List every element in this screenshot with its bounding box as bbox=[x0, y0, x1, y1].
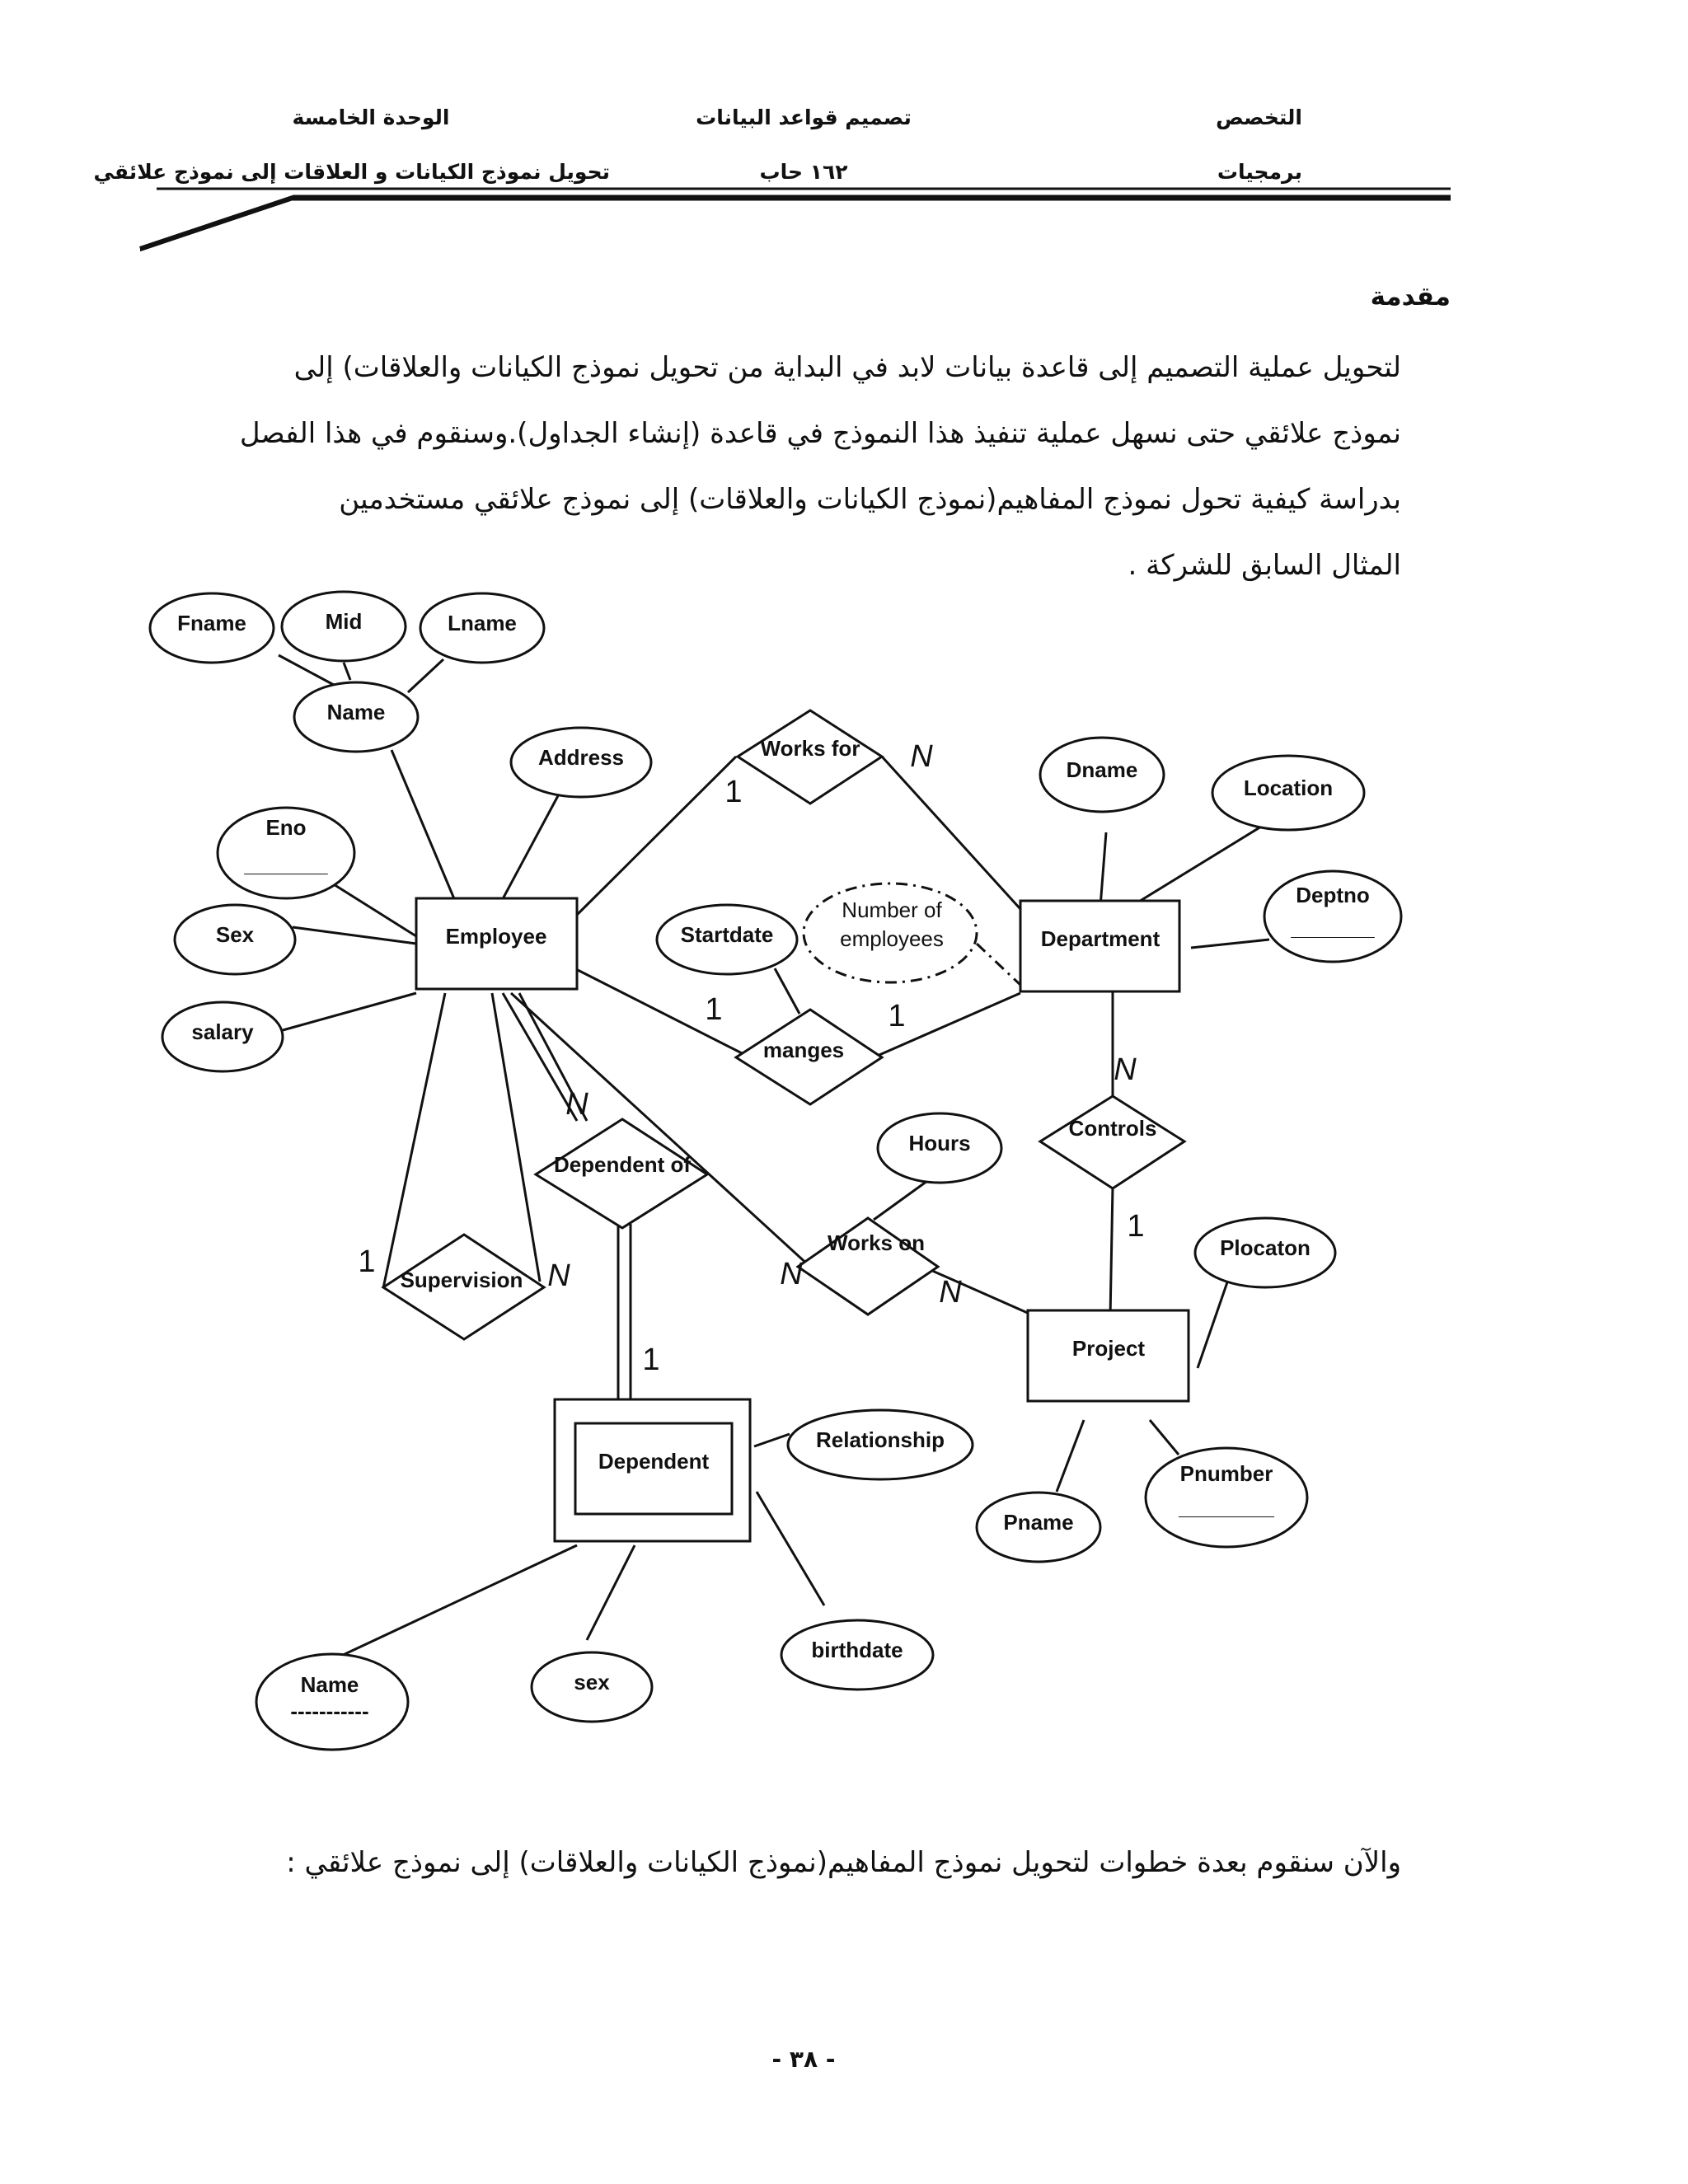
line-depsex-dependent bbox=[587, 1545, 635, 1640]
entity-dependent-label: Dependent bbox=[598, 1449, 710, 1474]
line-depname-dependent bbox=[340, 1545, 577, 1657]
attr-startdate-label: Startdate bbox=[680, 922, 774, 947]
attr-eno-key: _______ bbox=[244, 852, 328, 877]
rel-dependentof-label: Dependent of bbox=[553, 1152, 692, 1177]
header-specialty-title: التخصص bbox=[1216, 105, 1302, 129]
closing-sentence: والآن سنقوم بعدة خطوات لتحويل نموذج المفاهيم(نموذج الكيانات والعلاقات) إلى نموذج علائقي : bbox=[286, 1846, 1401, 1879]
rel-supervision-label: Supervision bbox=[400, 1268, 523, 1292]
attr-salary-label: salary bbox=[191, 1019, 254, 1044]
line-plocaton-project bbox=[1198, 1280, 1228, 1368]
line-salary-employee bbox=[283, 993, 416, 1030]
attr-location-label: Location bbox=[1243, 776, 1334, 800]
line-employee-manges bbox=[574, 968, 750, 1057]
intro-line-2: نموذج علائقي حتى نسهل عملية تنفيذ هذا النموذج في قاعدة (إنشاء الجداول).وسنقوم في هذا الفصل bbox=[239, 417, 1401, 450]
line-location-department bbox=[1131, 827, 1261, 907]
line-address-employee bbox=[499, 791, 560, 907]
attr-depsex-label: sex bbox=[574, 1670, 610, 1694]
card-controls-proj: 1 bbox=[1127, 1209, 1145, 1244]
card-dependentof-dep: 1 bbox=[642, 1343, 660, 1377]
line-hours-workson bbox=[874, 1181, 927, 1220]
attr-numemp-label-1: Number of bbox=[842, 898, 942, 922]
entity-project-label: Project bbox=[1071, 1336, 1146, 1361]
header-course-code: ١٦٢ حاب bbox=[759, 160, 848, 184]
attr-depname-key: ----------- bbox=[290, 1699, 369, 1723]
card-manges-emp: 1 bbox=[705, 992, 723, 1027]
line-employee-supervision-right bbox=[492, 993, 540, 1282]
line-lname-name bbox=[408, 659, 443, 692]
card-supervision-left: 1 bbox=[358, 1244, 376, 1279]
attr-name-label: Name bbox=[326, 700, 386, 724]
attr-birthdate-label: birthdate bbox=[811, 1638, 903, 1662]
header-unit-subtitle: تحويل نموذج الكيانات و العلاقات إلى نموذج علائقي bbox=[93, 160, 610, 184]
attr-deptno-label: Deptno bbox=[1296, 883, 1370, 907]
line-numemp-department bbox=[977, 944, 1020, 985]
intro-line-4: المثال السابق للشركة . bbox=[1128, 549, 1401, 582]
line-dname-department bbox=[1100, 832, 1106, 907]
card-supervision-right: N bbox=[547, 1258, 570, 1293]
line-employee-workson bbox=[511, 993, 810, 1267]
line-sex-employee bbox=[293, 927, 416, 944]
attr-depname-label: Name bbox=[300, 1672, 359, 1697]
attr-plocaton-label: Plocaton bbox=[1220, 1235, 1311, 1260]
card-dependentof-emp: N bbox=[565, 1087, 588, 1122]
attr-pnumber-key: ________ bbox=[1179, 1495, 1274, 1520]
attr-numemp-label-2: employees bbox=[840, 926, 944, 951]
line-mid-name bbox=[344, 663, 350, 680]
rel-workson-label: Works on bbox=[828, 1230, 925, 1255]
rel-controls-label: Controls bbox=[1068, 1116, 1157, 1141]
line-employee-supervision-left bbox=[383, 993, 445, 1288]
attr-pnumber-label: Pnumber bbox=[1179, 1461, 1273, 1486]
line-pname-project bbox=[1057, 1420, 1084, 1492]
attr-fname-label: Fname bbox=[177, 611, 246, 635]
attr-relationship-label: Relationship bbox=[815, 1427, 945, 1452]
attr-pname-label: Pname bbox=[1003, 1510, 1074, 1535]
line-controls-project bbox=[1110, 1187, 1113, 1317]
entity-department-label: Department bbox=[1040, 926, 1160, 951]
line-startdate-manges bbox=[775, 968, 799, 1014]
line-eno-employee bbox=[330, 882, 416, 936]
card-controls-dept: N bbox=[1114, 1052, 1137, 1087]
line-deptno-department bbox=[1191, 940, 1269, 948]
attr-sex-label: Sex bbox=[215, 922, 255, 947]
line-name-employee bbox=[392, 750, 457, 907]
rel-manges-label: manges bbox=[762, 1038, 845, 1062]
line-pnumber-project bbox=[1150, 1420, 1179, 1455]
attr-deptno-key: _______ bbox=[1291, 916, 1375, 940]
card-workson-proj: N bbox=[939, 1275, 962, 1310]
card-manges-dept: 1 bbox=[888, 999, 906, 1033]
line-relationship-dependent bbox=[754, 1434, 790, 1446]
intro-line-3: بدراسة كيفية تحول نموذج المفاهيم(نموذج الكيانات والعلاقات) إلى نموذج علائقي مستخدمين bbox=[339, 483, 1401, 516]
section-heading: مقدمة bbox=[1370, 282, 1451, 312]
attr-mid-label: Mid bbox=[325, 609, 363, 634]
card-worksfor-dept: N bbox=[910, 739, 933, 774]
rel-controls-diamond bbox=[1040, 1096, 1184, 1188]
entity-employee-label: Employee bbox=[445, 924, 547, 949]
line-birthdate-dependent bbox=[757, 1492, 824, 1605]
attr-address-label: Address bbox=[537, 745, 625, 770]
page-number: - ٣٨ - bbox=[771, 2046, 836, 2073]
attr-dname-label: Dname bbox=[1066, 757, 1138, 782]
card-worksfor-emp: 1 bbox=[724, 775, 743, 809]
header-course-title: تصميم قواعد البيانات bbox=[696, 105, 912, 129]
attr-eno-label: Eno bbox=[265, 815, 307, 840]
intro-line-1: لتحويل عملية التصميم إلى قاعدة بيانات لابد في البداية من تحويل نموذج الكيانات والعلاقات) إلى bbox=[293, 351, 1401, 384]
rel-worksfor-label: Works for bbox=[760, 736, 860, 761]
header-unit-title: الوحدة الخامسة bbox=[292, 105, 450, 129]
header-specialty-value: برمجيات bbox=[1217, 160, 1302, 184]
attr-hours-label: Hours bbox=[908, 1131, 971, 1155]
attr-lname-label: Lname bbox=[448, 611, 517, 635]
card-workson-emp: N bbox=[780, 1257, 803, 1291]
